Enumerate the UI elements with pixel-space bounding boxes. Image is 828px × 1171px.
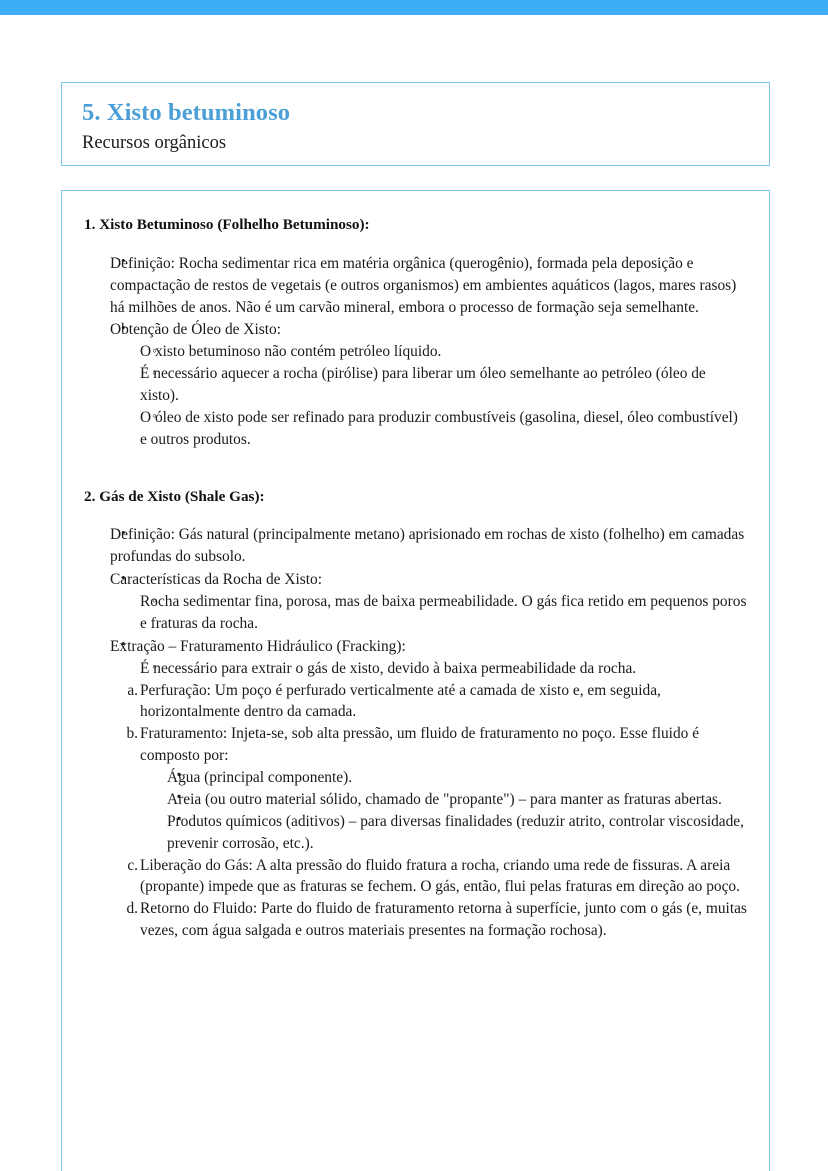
list-item: [140, 811, 747, 855]
list-item: [84, 253, 747, 319]
fluid-components-list: [140, 767, 747, 855]
step-text: Perfuração: Um poço é perfurado verticalmente até a camada de xisto e, em seguida, horizontalmente dentro da camada.: [140, 681, 661, 721]
fracking-steps-list: [110, 680, 747, 943]
step-marker: a.: [127, 681, 138, 699]
top-accent-bar: [0, 0, 828, 15]
list-item: [140, 767, 747, 789]
page-subtitle: Recursos orgânicos: [82, 133, 227, 154]
bullet-text: • Extração – Fraturamento Hidráulico (Fracking):: [110, 636, 747, 658]
list-item: [110, 898, 747, 942]
step-marker: c.: [127, 856, 138, 874]
section-heading-2: 2. Gás de Xisto (Shale Gas):: [84, 487, 265, 505]
section-1-list: [84, 253, 747, 451]
list-item: [84, 319, 747, 450]
list-item: [110, 407, 747, 451]
list-item: [84, 569, 747, 635]
list-item: [110, 855, 747, 899]
sub-bullet-text: ◦ Rocha sedimentar fina, porosa, mas de baixa permeabilidade. O gás fica retido em pequenos poros e fraturas da rocha.: [140, 591, 747, 635]
list-item: [110, 658, 747, 680]
bullet-text: • Características da Rocha de Xisto:: [110, 569, 747, 591]
bullet-text: • Definição: Gás natural (principalmente metano) aprisionado em rochas de xisto (folhelho) em camadas profundas do subsolo.: [110, 524, 747, 568]
step-text: Retorno do Fluido: Parte do fluido de fraturamento retorna à superfície, junto com o gás (e, muitas vezes, com água salgada e outros materiais presentes na formação rochosa).: [140, 900, 747, 940]
bullet-text: • Definição: Rocha sedimentar rica em matéria orgânica (querogênio), formada pela deposição e compactação de restos de vegetais (e outros organismos) em ambientes aquáticos (lagos, mares rasos) há milhões de anos. Não é um carvão mineral, embora o processo de formação seja semelhante.: [110, 253, 747, 319]
sub-list: [110, 341, 747, 450]
list-item: [84, 524, 747, 568]
list-item: [110, 680, 747, 724]
list-item: [110, 341, 747, 363]
sub-bullet-text: ◦ O xisto betuminoso não contém petróleo líquido.: [140, 341, 747, 363]
step-text: Fraturamento: Injeta-se, sob alta pressão, um fluido de fraturamento no poço. Esse fluido é composto por:: [140, 725, 700, 765]
section-heading-1: 1. Xisto Betuminoso (Folhelho Betuminoso):: [84, 216, 370, 233]
component-text: ▪ Areia (ou outro material sólido, chamado de "propante") – para manter as fraturas abertas.: [167, 789, 747, 811]
bullet-text: • Obtenção de Óleo de Xisto:: [110, 319, 747, 341]
list-item: [140, 789, 747, 811]
title-card: [61, 82, 770, 166]
component-text: ▪ Água (principal componente).: [167, 767, 747, 789]
list-item: [110, 591, 747, 635]
step-marker: b.: [126, 725, 138, 743]
step-marker: d.: [126, 900, 138, 918]
list-item: [110, 723, 747, 854]
section-2-list: [84, 524, 747, 942]
content-card: [61, 190, 770, 1171]
list-item: [110, 363, 747, 407]
sub-bullet-text: ◦ O óleo de xisto pode ser refinado para produzir combustíveis (gasolina, diesel, óleo combustível) e outros produtos.: [140, 407, 747, 451]
component-text: ▪ Produtos químicos (aditivos) – para diversas finalidades (reduzir atrito, controlar viscosidade, prevenir corrosão, etc.).: [167, 811, 747, 855]
list-item: [84, 636, 747, 942]
page-title: 5. Xisto betuminoso: [82, 99, 291, 126]
sub-bullet-text: ◦ É necessário para extrair o gás de xisto, devido à baixa permeabilidade da rocha.: [140, 658, 747, 680]
step-text: Liberação do Gás: A alta pressão do fluido fratura a rocha, criando uma rede de fissuras. A areia (propante) impede que as fraturas se fechem. O gás, então, flui pelas fraturas em direção ao poço.: [140, 856, 740, 896]
sub-list: [110, 591, 747, 635]
sub-list: [110, 658, 747, 680]
sub-bullet-text: ◦ É necessário aquecer a rocha (pirólise) para liberar um óleo semelhante ao petróleo (óleo de xisto).: [140, 363, 747, 407]
